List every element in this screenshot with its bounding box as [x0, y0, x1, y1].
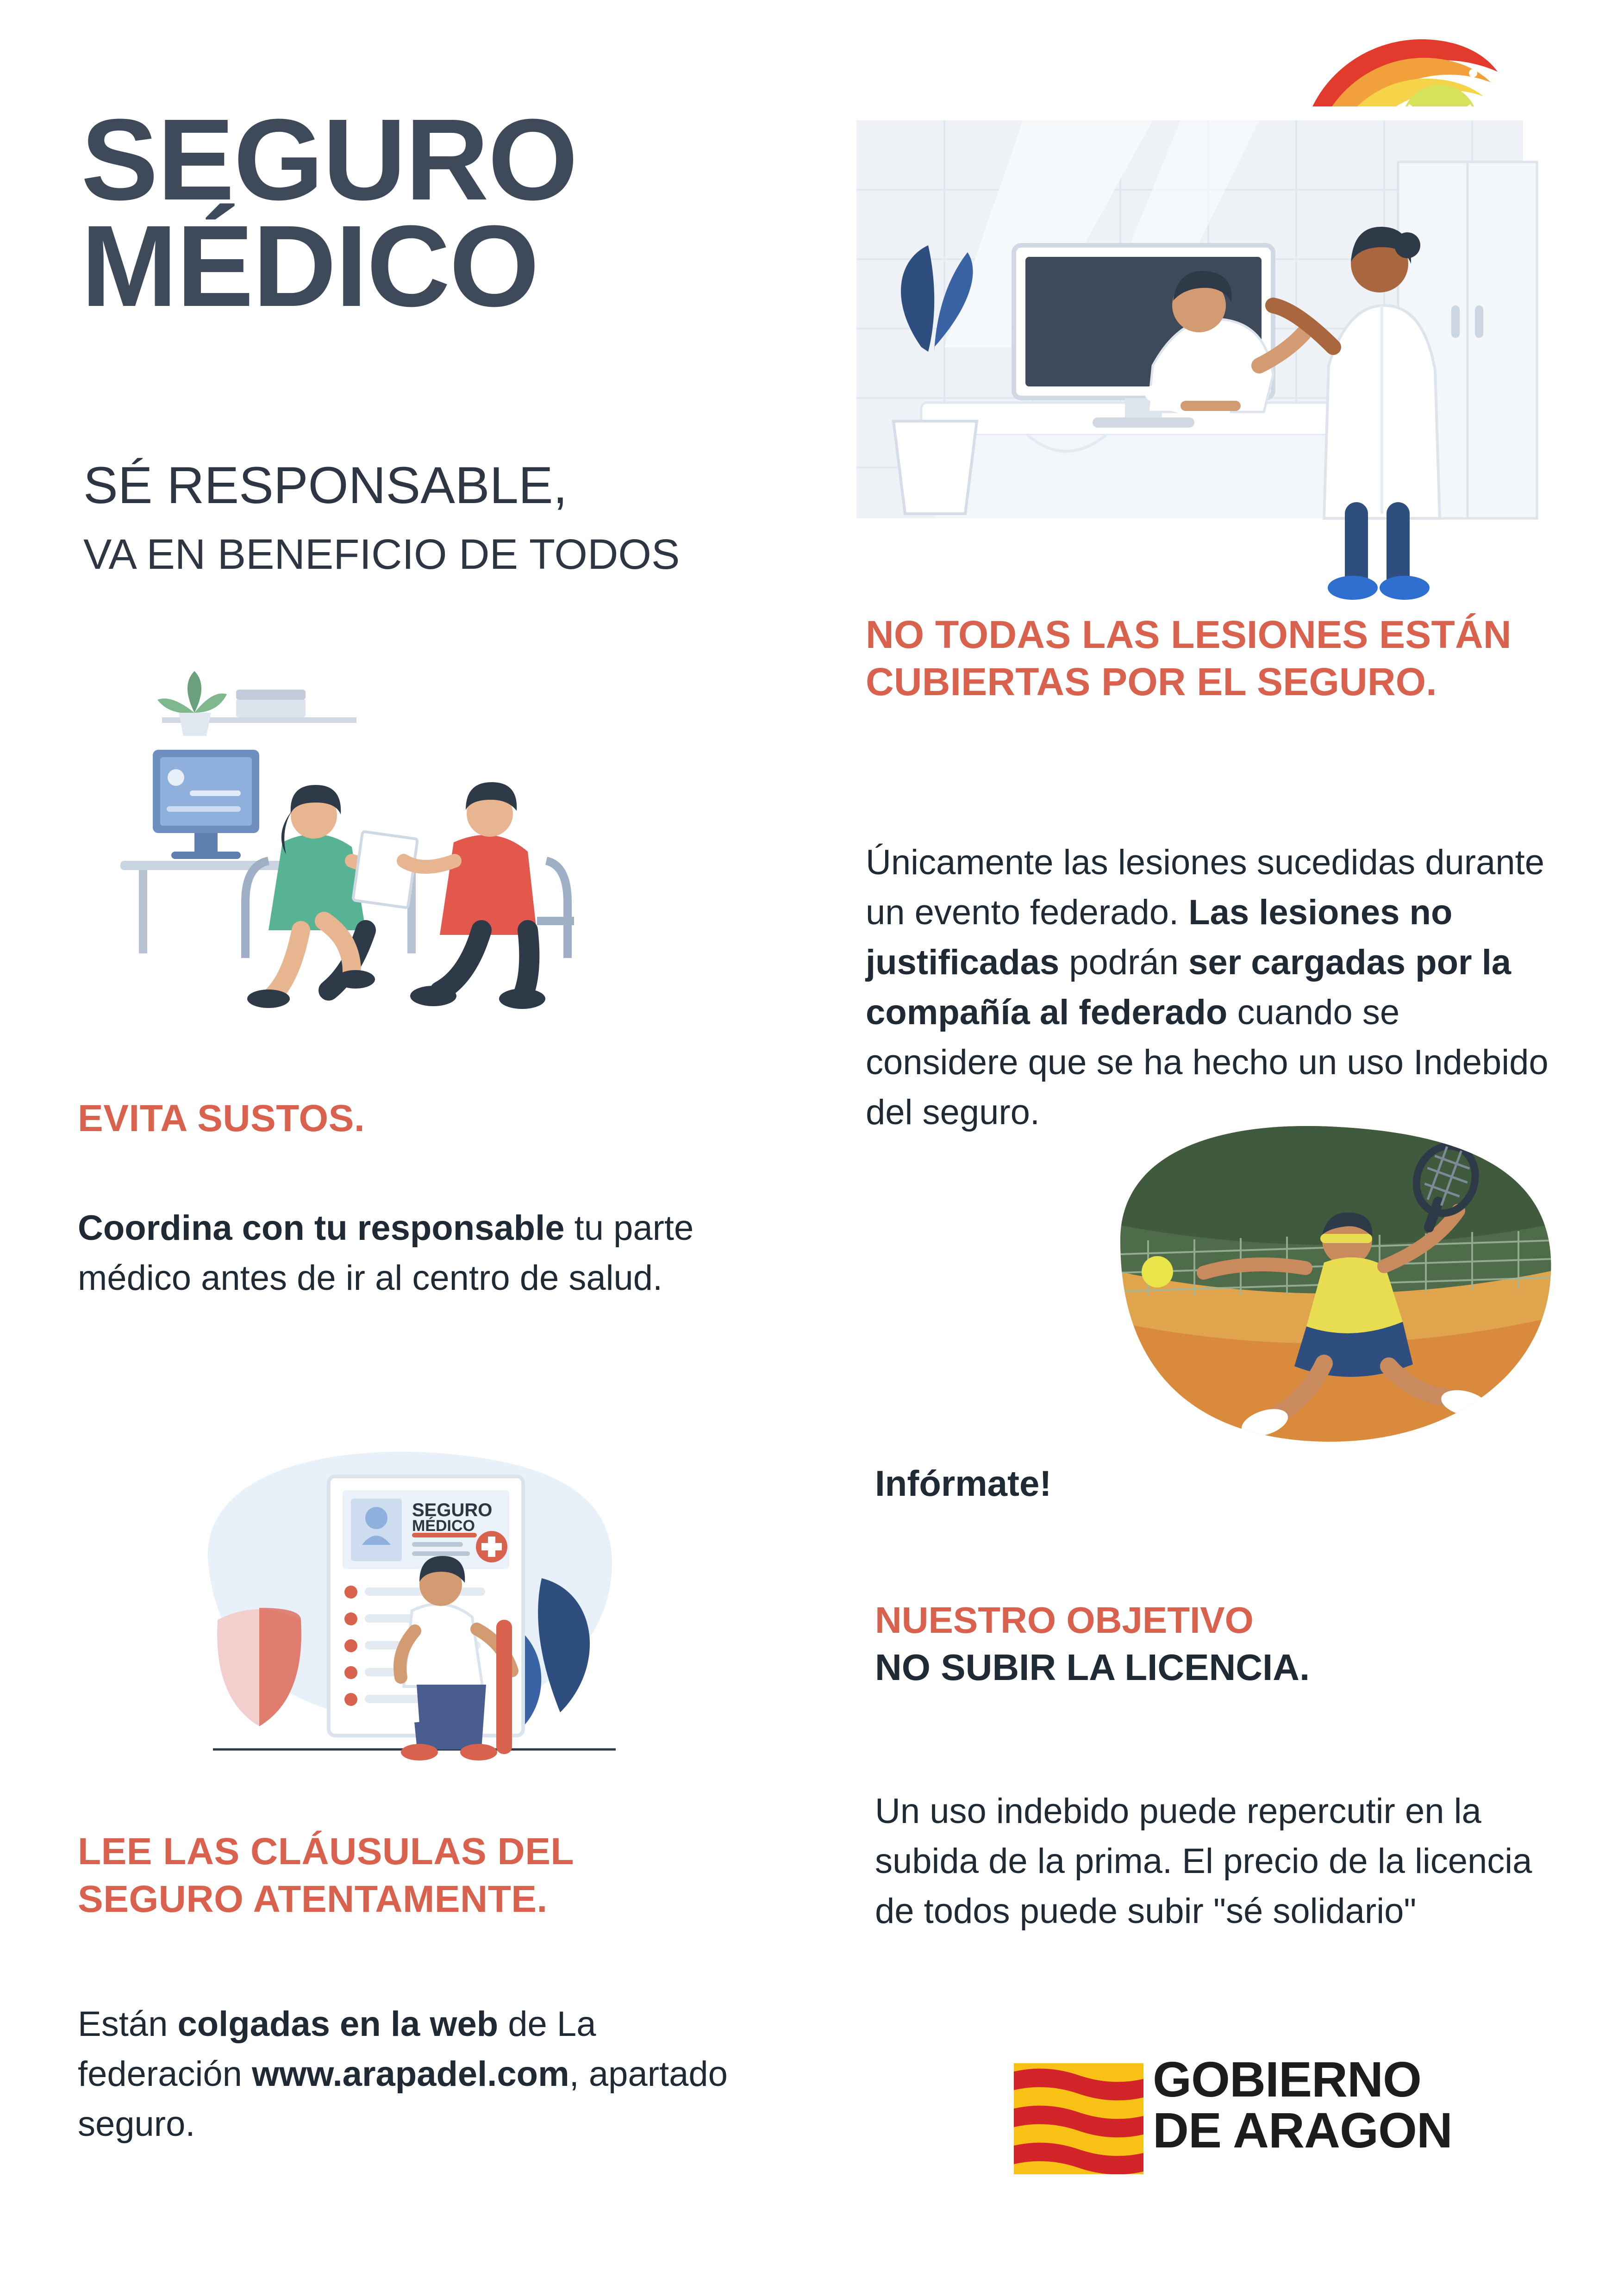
heading-lee-clausulas — [78, 1828, 749, 1923]
lee-line-1: LEE LAS CLÁUSULAS DEL — [78, 1830, 574, 1873]
heading-objetivo — [875, 1597, 1546, 1692]
estan-pre: Están — [78, 2004, 178, 2044]
card-title-line-1: SEGURO — [412, 1500, 493, 1520]
clinic-illustration-svg — [829, 106, 1569, 685]
gobierno-line-2: DE ARAGON — [1153, 2102, 1453, 2159]
informate-text: Infórmate! — [875, 1463, 1052, 1504]
unicamente-end: cuando se considere que se ha hecho un uso Indebido del seguro. — [866, 992, 1549, 1132]
title-line-2: MÉDICO — [81, 201, 538, 330]
subtitle-line-2: VA EN BENEFICIO DE TODOS — [83, 531, 680, 578]
unicamente-pre: Únicamente las lesiones sucedidas durante un evento federado. — [866, 843, 1544, 932]
objetivo-line-2: NO SUBIR LA LICENCIA. — [875, 1647, 1310, 1688]
coordina-rest: tu parte médico antes de ir al centro de salud. — [78, 1208, 694, 1298]
meeting-illustration — [83, 643, 685, 1023]
coordina-bold: Coordina con tu responsable — [78, 1208, 565, 1248]
paragraph-unicamente — [866, 838, 1551, 1137]
lee-line-2: SEGURO ATENTAMENTE. — [78, 1878, 548, 1920]
insurance-card-svg — [153, 1425, 685, 1805]
paragraph-estan-colgadas — [78, 1999, 763, 2149]
gobierno-de-aragon-logo — [1014, 2050, 1537, 2203]
gobierno-line-1: GOBIERNO — [1153, 2051, 1422, 2107]
padel-player-svg — [1065, 1101, 1574, 1472]
estan-bold-1: colgadas en la web — [177, 2004, 499, 2044]
padel-player-illustration — [1065, 1101, 1574, 1472]
aragon-flag-icon — [1014, 2063, 1143, 2174]
unicamente-mid: podrán — [1059, 942, 1189, 982]
heading-evita-sustos: EVITA SUSTOS. — [78, 1097, 365, 1139]
unicamente-bold-1: Las lesiones no justificadas — [866, 892, 1453, 982]
subtitle-line-1: SÉ RESPONSABLE, — [83, 456, 568, 514]
heading-no-todas: NO TODAS LAS LESIONES ESTÁN CUBIERTAS POR EL SEGURO. — [866, 613, 1512, 704]
paragraph-un-uso: Un uso indebido puede repercutir en la subida de la prima. El precio de la licencia de todos puede subir "sé solidario" — [875, 1792, 1532, 1931]
estan-end: , apartado seguro. — [78, 2054, 728, 2144]
gobierno-logo-text — [1153, 2051, 1453, 2159]
objetivo-line-1: NUESTRO OBJETIVO — [875, 1599, 1254, 1641]
meeting-illustration-svg — [83, 643, 685, 1023]
insurance-card-illustration — [153, 1425, 685, 1805]
website-url[interactable]: www.arapadel.com — [252, 2054, 569, 2094]
unicamente-bold-2: ser cargadas por la compañía al federado — [866, 942, 1512, 1032]
page-title — [81, 95, 822, 330]
clinic-illustration — [829, 106, 1569, 685]
card-title-line-2: MÉDICO — [412, 1517, 475, 1535]
paragraph-coordina — [78, 1203, 763, 1303]
estan-mid: de La federación — [78, 2004, 596, 2094]
title-line-1: SEGURO — [81, 95, 577, 224]
